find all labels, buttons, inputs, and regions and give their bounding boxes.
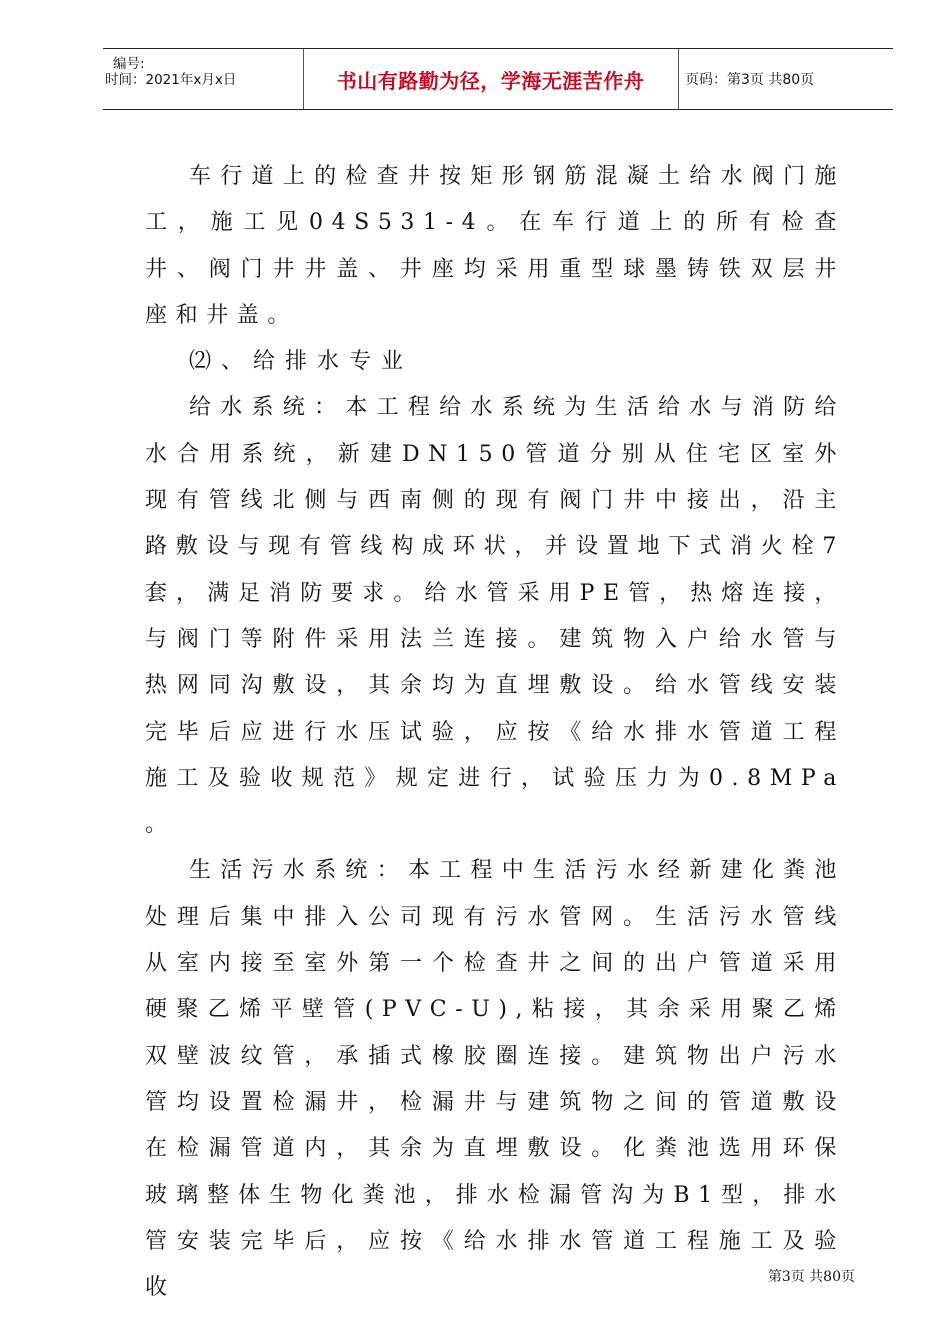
document-body xyxy=(145,154,845,1311)
section-heading: ⑵、给排水专业 xyxy=(189,349,414,375)
document-time-label: 时间：2021年x月x日 xyxy=(105,72,237,88)
document-number-label: 编号: xyxy=(113,56,145,72)
paragraph-sewage: 生活污水系统：本工程中生活污水经新建化粪池处理后集中排入公司现有污水管网。生活污水管线从室内接至室外第一个检查井之间的出户管道采用硬聚乙烯平壁管(PVC-U),粘接，其余采用聚乙烯双壁波纹管，承插式橡胶圈连接。建筑物出户污水管均设置检漏井，检漏井与建筑物之间的管道敷设在检漏管道内，其余为直埋敷设。化粪池选用环保玻璃整体生物化粪池，排水检漏管沟为B1型，排水管安装完毕后，应按《给水排水管道工程施工及验收 xyxy=(145,858,845,1301)
header-meta xyxy=(105,49,305,109)
header-motto: 书山有路勤为径，学海无涯苦作舟 xyxy=(336,68,645,93)
header-page-number: 页码：第3页 共80页 xyxy=(685,72,815,88)
page-footer: 第3页 共80页 xyxy=(767,1269,855,1285)
header-divider xyxy=(678,49,679,109)
paragraph-water-supply: 给水系统：本工程给水系统为生活给水与消防给水合用系统，新建DN150管道分别从住宅区室外现有管线北侧与西南侧的现有阀门井中接出，沿主路敷设与现有管线构成环状，并设置地下式消火栓7套，满足消防要求。给水管采用PE管，热熔连接，与阀门等附件采用法兰连接。建筑物入户给水管与热网同沟敷设，其余均为直埋敷设。给水管线安装完毕后应进行水压试验，应按《给水排水管道工程施工及验收规范》规定进行，试验压力为0.8MPa 。 xyxy=(145,395,845,838)
page-header xyxy=(103,48,893,110)
paragraph-manhole: 车行道上的检查井按矩形钢筋混凝土给水阀门施工，施工见04S531-4。在车行道上的所有检查井、阀门井井盖、井座均采用重型球墨铸铁双层井座和井盖。 xyxy=(145,164,845,328)
